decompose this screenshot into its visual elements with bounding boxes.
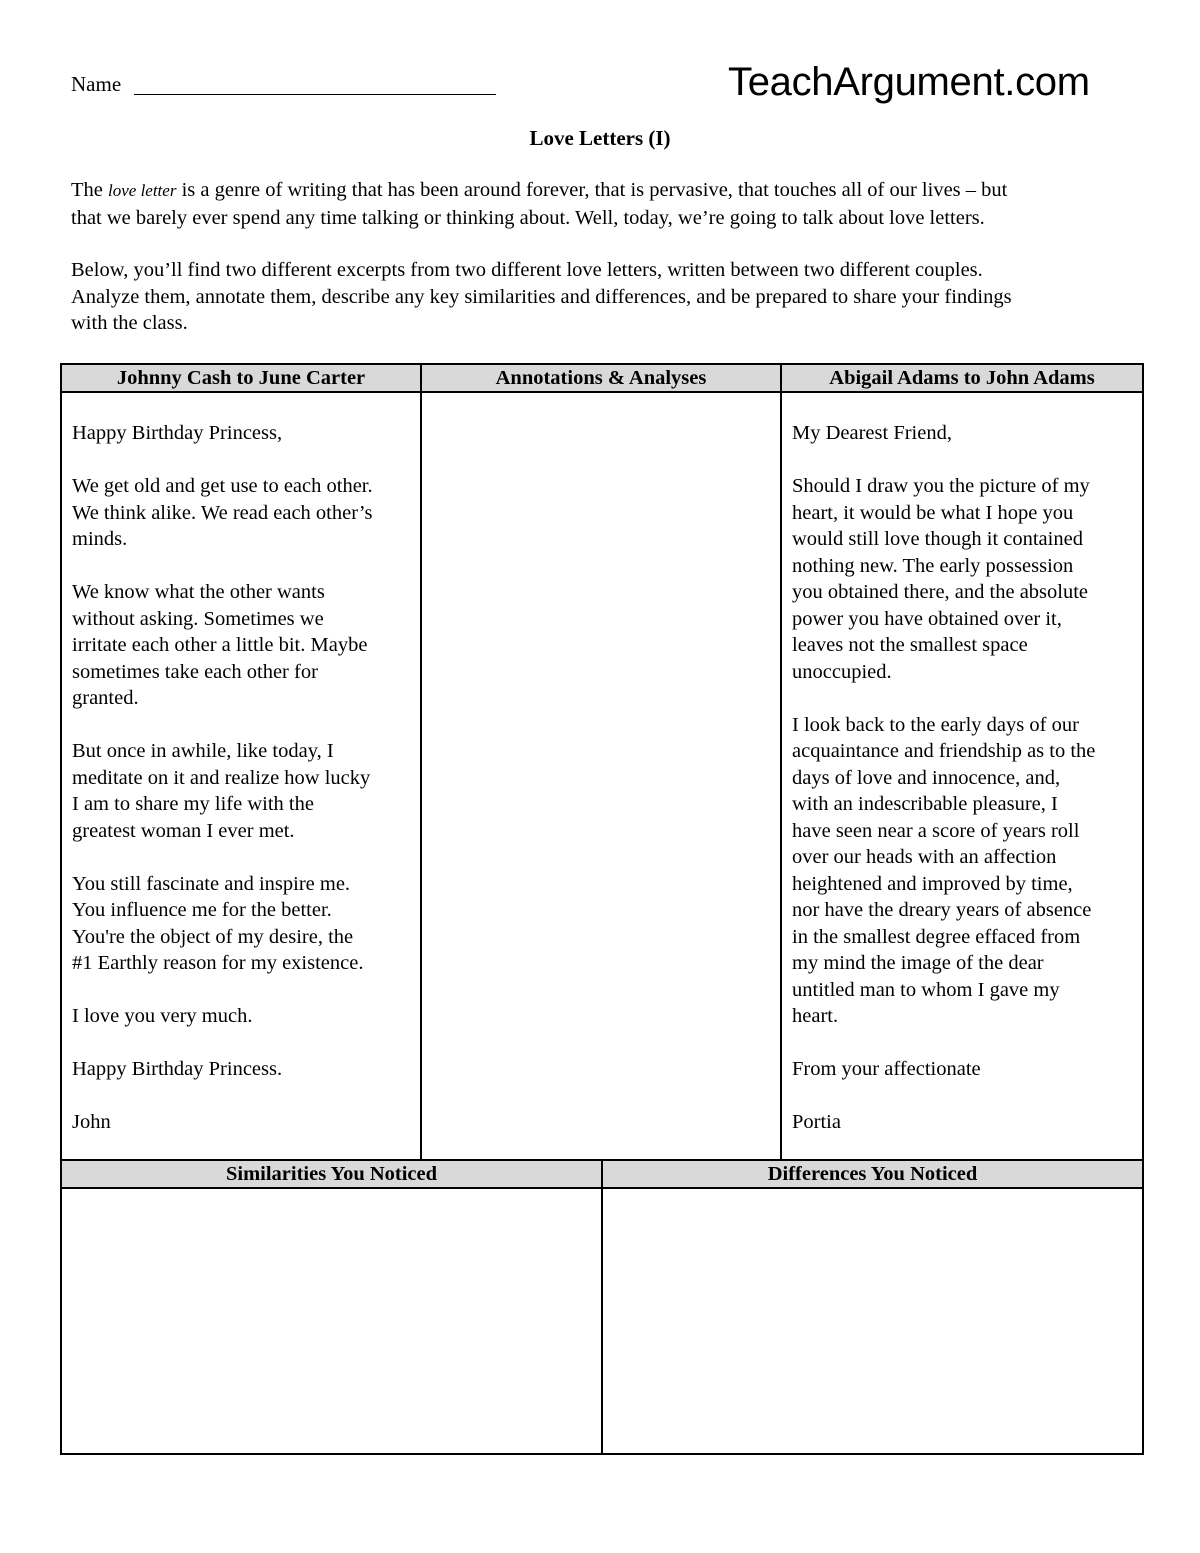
- worksheet-title: Love Letters (I): [529, 126, 671, 150]
- intro-p2-line1: Below, you’ll find two different excerpts from two different love letters, written between two different couples.: [71, 259, 983, 281]
- compare-table: [60, 1159, 1144, 1455]
- adams-column-header: Abigail Adams to John Adams: [781, 364, 1143, 392]
- intro-p2-line3: with the class.: [71, 312, 188, 334]
- cash-paragraph: You still fascinate and inspire me. You influence me for the better. You're the object of my desire, the #1 Earthly reason for my existence.: [72, 872, 364, 974]
- cash-paragraph: We get old and get use to each other. We think alike. We read each other’s minds.: [72, 475, 373, 550]
- cash-letter-cell: [61, 392, 421, 1163]
- similarities-header: Similarities You Noticed: [61, 1160, 602, 1188]
- adams-paragraph: Should I draw you the picture of my heart, it would be what I hope you would still love though it contained nothing new. The early possession you obtained there, and the absolute power you have obtained over it, leaves not the smallest space unoccupied.: [792, 475, 1090, 683]
- annotations-cell[interactable]: [421, 392, 781, 1163]
- differences-header: Differences You Noticed: [602, 1160, 1143, 1188]
- adams-letter-cell: [781, 392, 1143, 1163]
- differences-cell[interactable]: [602, 1188, 1143, 1454]
- intro-paragraph-1: [71, 177, 1131, 231]
- site-brand: TeachArgument.com: [728, 60, 1090, 104]
- cash-paragraph: We know what the other wants without asking. Sometimes we irritate each other a little bit. Maybe sometimes take each other for granted.: [72, 581, 368, 709]
- adams-letter: [782, 393, 1142, 1136]
- intro-paragraph-2: [71, 257, 1131, 337]
- intro-p1-line2: that we barely ever spend any time talking or thinking about. Well, today, we’re going to talk about love letters.: [71, 206, 985, 229]
- intro-p2-line2: Analyze them, annotate them, describe any key similarities and differences, and be prepared to share your findings: [71, 285, 1012, 308]
- cash-paragraph: But once in awhile, like today, I meditate on it and realize how lucky I am to share my life with the greatest woman I ever met.: [72, 740, 371, 842]
- adams-paragraph: My Dearest Friend,: [792, 422, 952, 444]
- adams-signature: Portia: [792, 1111, 841, 1133]
- adams-paragraph: I look back to the early days of our acquaintance and friendship as to the days of love and innocence, and, with an indescribable pleasure, I have seen near a score of years roll over our heads with an affection heightened and improved by time, nor have the dreary years of absence in the smallest degree effaced from my mind the image of the dear untitled man to whom I gave my heart.: [792, 713, 1096, 1027]
- name-blank-line[interactable]: [134, 94, 496, 95]
- letters-table: [60, 363, 1144, 1164]
- similarities-cell[interactable]: [61, 1188, 602, 1454]
- cash-signature: John: [72, 1111, 111, 1133]
- cash-letter: [62, 393, 420, 1136]
- cash-paragraph: I love you very much.: [72, 1005, 253, 1027]
- annotations-column-header: Annotations & Analyses: [421, 364, 781, 392]
- love-letter-term: love letter: [108, 181, 177, 200]
- intro-p1-line1: The love letter is a genre of writing that has been around forever, that is pervasive, that touches all of our lives – but: [71, 179, 1008, 201]
- cash-paragraph: Happy Birthday Princess.: [72, 1058, 283, 1080]
- name-label: Name: [71, 72, 122, 96]
- adams-paragraph: From your affectionate: [792, 1058, 981, 1080]
- cash-paragraph: Happy Birthday Princess,: [72, 422, 283, 444]
- cash-column-header: Johnny Cash to June Carter: [61, 364, 421, 392]
